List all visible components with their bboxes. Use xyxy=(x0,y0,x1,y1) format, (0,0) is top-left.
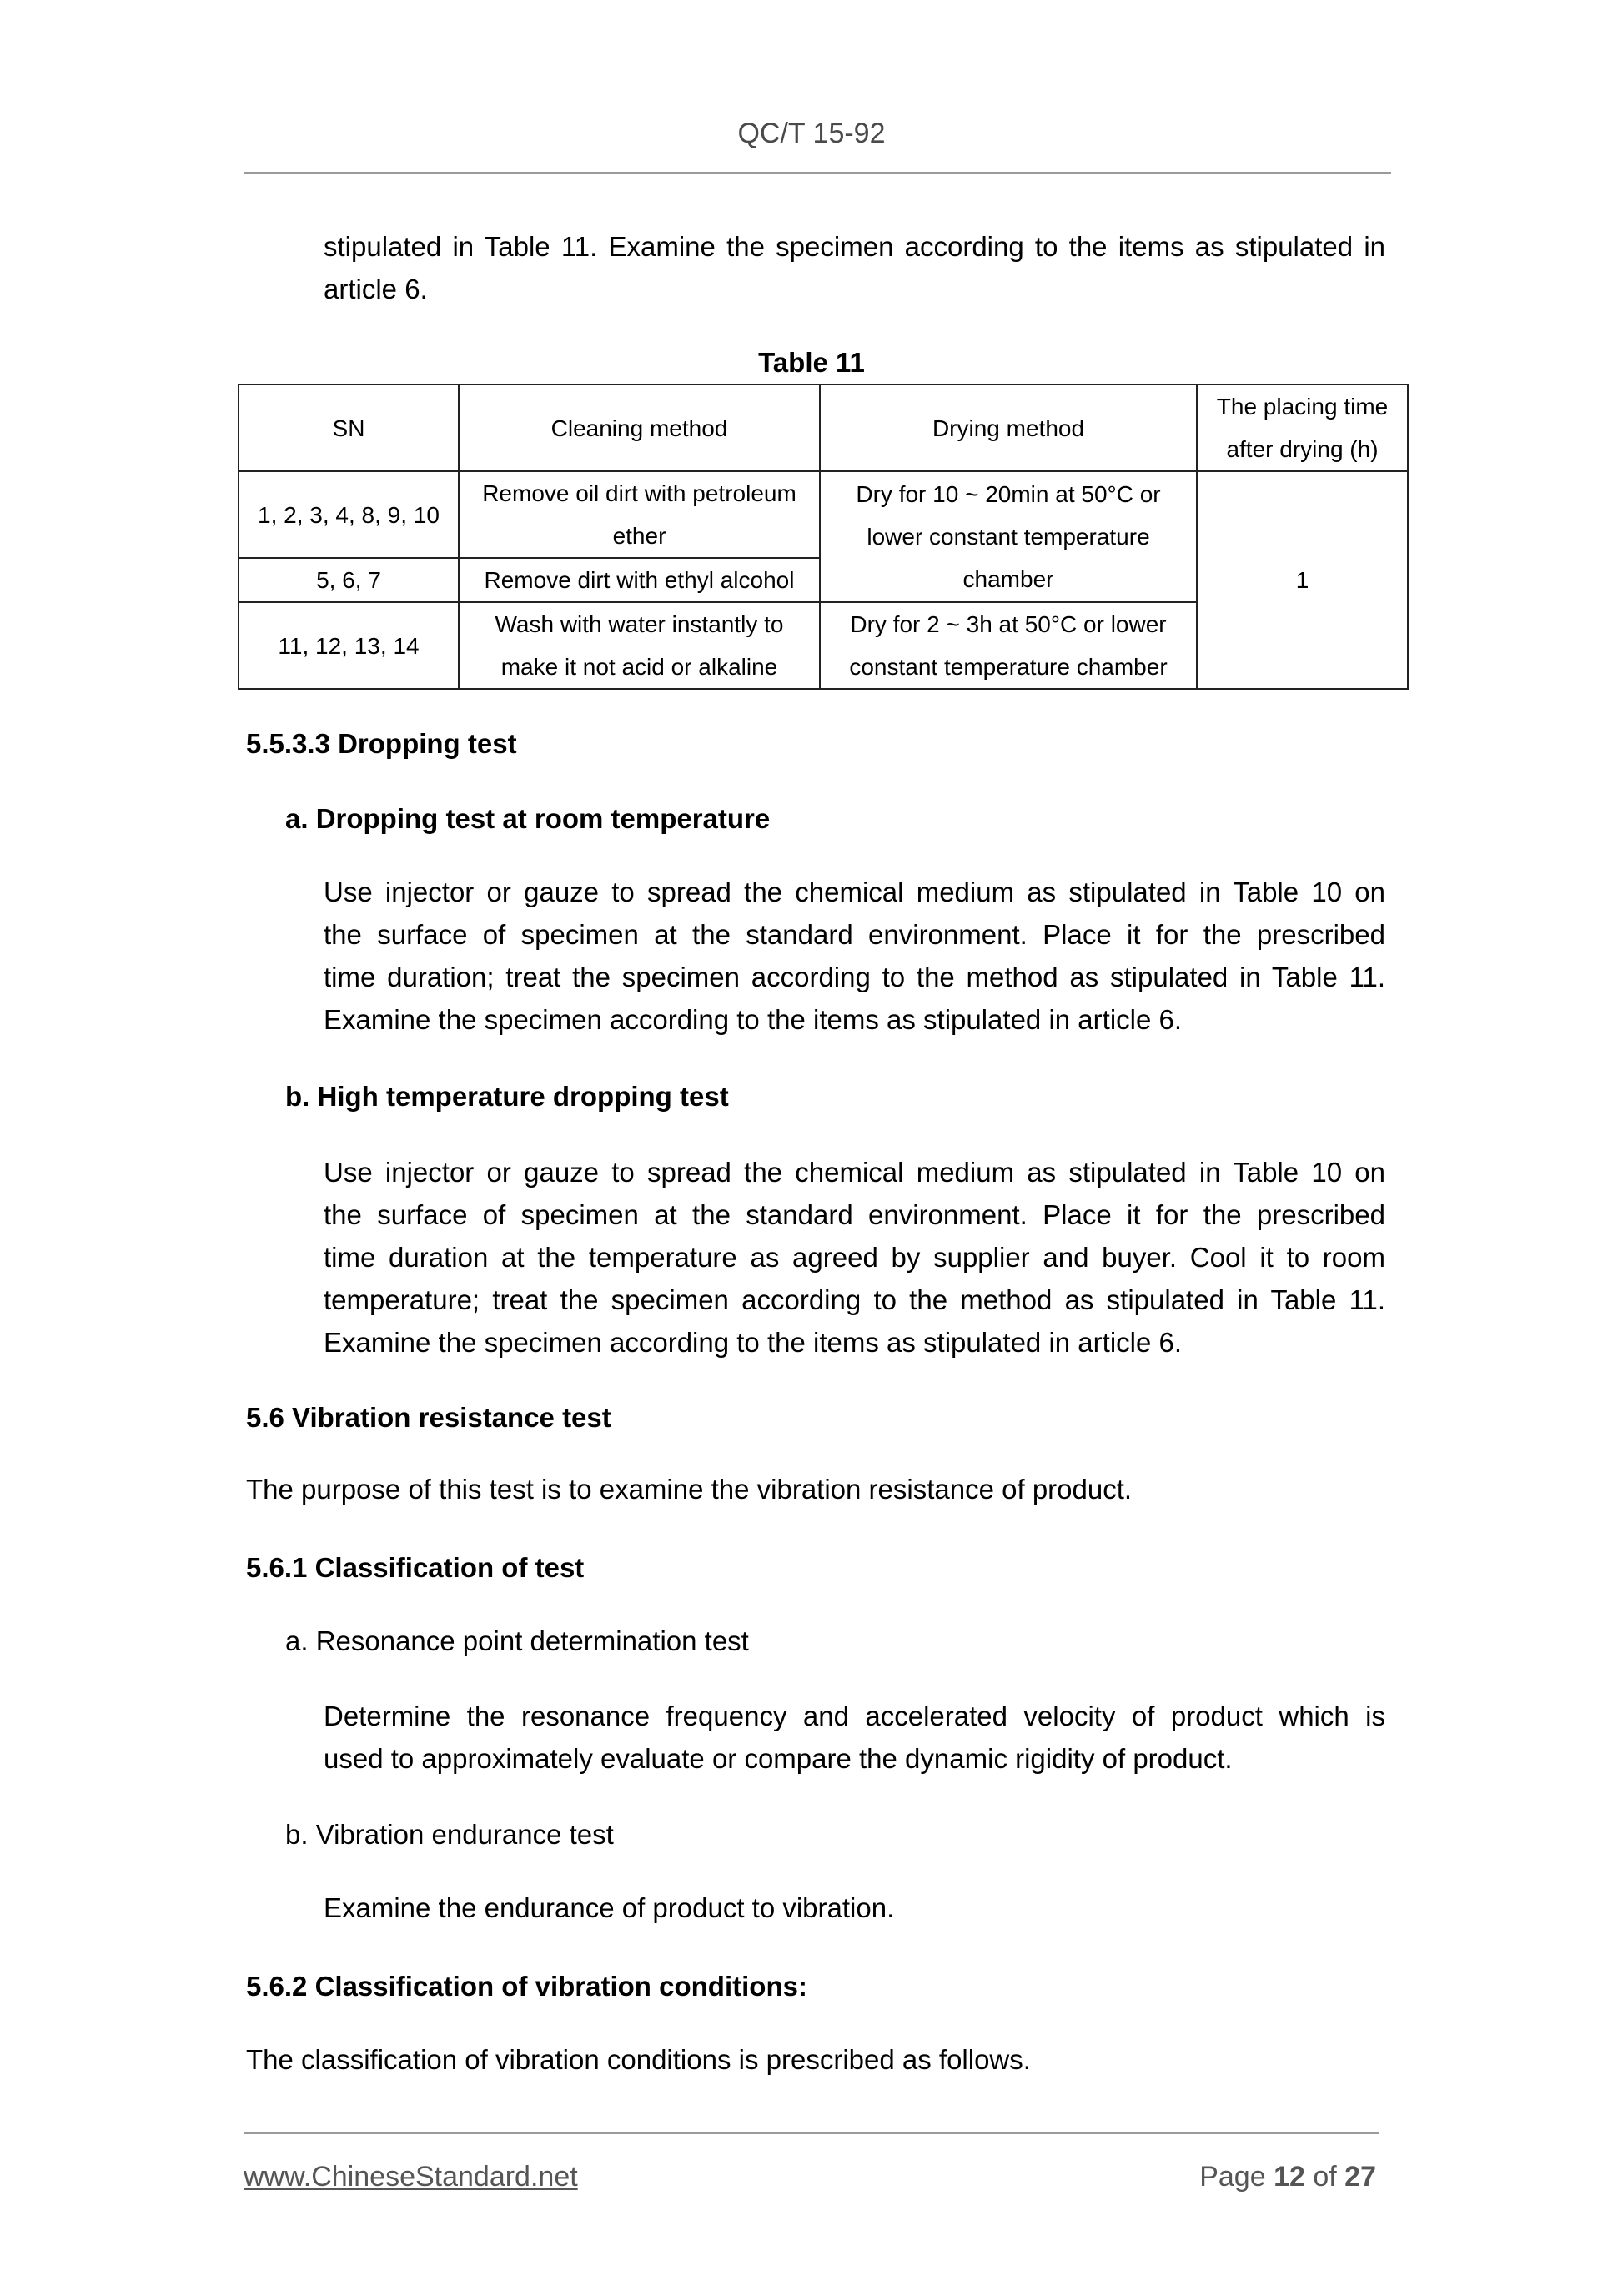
para-line: Examine the specimen according to the items as stipulated in article 6. xyxy=(324,1327,1183,1358)
item-5-6-1-a: a. Resonance point determination test xyxy=(285,1625,749,1656)
cell-cleaning-line2: ether xyxy=(612,523,666,549)
cell-drying-line2: constant temperature chamber xyxy=(849,654,1168,680)
cell-cleaning xyxy=(459,602,820,689)
cell-cleaning-line2: make it not acid or alkaline xyxy=(500,654,778,680)
item-5-6-1-b: b. Vibration endurance test xyxy=(285,1819,614,1850)
paragraph-5-6: The purpose of this test is to examine the vibration resistance of product. xyxy=(246,1474,1133,1505)
cell-drying xyxy=(820,602,1197,689)
page-total: 27 xyxy=(1344,2161,1376,2193)
col-header-placing-time-line2: after drying (h) xyxy=(1226,436,1379,462)
heading-5-6: 5.6 Vibration resistance test xyxy=(246,1402,611,1433)
para-line: the surface of specimen at the standard environment. Place it for the prescribed xyxy=(324,1199,1385,1230)
cell-drying-line3: chamber xyxy=(962,566,1054,592)
col-header-placing-time xyxy=(1197,384,1408,471)
cell-cleaning-line1: Wash with water instantly to xyxy=(495,611,784,637)
col-header-sn: SN xyxy=(239,384,459,471)
cell-sn: 1, 2, 3, 4, 8, 9, 10 xyxy=(239,471,459,558)
footer-website-link[interactable]: www.ChineseStandard.net xyxy=(244,2161,578,2193)
para-line: Use injector or gauze to spread the chemical medium as stipulated in Table 10 on xyxy=(324,1157,1385,1188)
cell-cleaning: Remove dirt with ethyl alcohol xyxy=(459,558,820,602)
cell-sn: 5, 6, 7 xyxy=(239,558,459,602)
page-current: 12 xyxy=(1274,2161,1305,2193)
paragraph-5-6-2: The classification of vibration conditions is prescribed as follows. xyxy=(246,2044,1031,2075)
para-line: Examine the specimen according to the items as stipulated in article 6. xyxy=(324,1004,1183,1035)
heading-5-5-3-3-b: b. High temperature dropping test xyxy=(285,1081,729,1112)
para-line: time duration; treat the specimen according to the method as stipulated in Table 11. xyxy=(324,962,1385,992)
intro-line-2: article 6. xyxy=(324,274,428,304)
footer-rule xyxy=(244,2132,1379,2134)
page-header-doc-id: QC/T 15-92 xyxy=(737,118,886,149)
para-line: temperature; treat the specimen according to the method as stipulated in Table 11. xyxy=(324,1284,1385,1315)
intro-paragraph xyxy=(324,225,1385,310)
header-rule xyxy=(244,172,1391,174)
heading-5-6-1: 5.6.1 Classification of test xyxy=(246,1552,585,1583)
paragraph-5-6-1-a xyxy=(324,1695,1385,1780)
paragraph-5-5-3-3-a xyxy=(324,871,1385,1041)
cell-sn: 11, 12, 13, 14 xyxy=(239,602,459,689)
para-line: time duration at the temperature as agreed by supplier and buyer. Cool it to room xyxy=(324,1242,1385,1273)
heading-5-6-2: 5.6.2 Classification of vibration conditions: xyxy=(246,1971,807,2002)
intro-line-1: stipulated in Table 11. Examine the specimen according to the items as stipulated in xyxy=(324,231,1385,262)
cell-cleaning xyxy=(459,471,820,558)
cell-cleaning-line1: Remove oil dirt with petroleum xyxy=(482,480,796,506)
table-11 xyxy=(238,384,1409,690)
cell-drying-line2: lower constant temperature xyxy=(867,524,1150,550)
col-header-placing-time-line1: The placing time xyxy=(1216,394,1389,420)
table-row xyxy=(239,471,1408,558)
heading-5-5-3-3: 5.5.3.3 Dropping test xyxy=(246,728,517,759)
page-label: Page xyxy=(1199,2161,1266,2193)
page-of-label: of xyxy=(1313,2161,1337,2193)
table-caption: Table 11 xyxy=(758,347,865,378)
para-line: Use injector or gauze to spread the chemical medium as stipulated in Table 10 on xyxy=(324,877,1385,907)
heading-5-5-3-3-a: a. Dropping test at room temperature xyxy=(285,803,771,834)
footer-page-number xyxy=(1199,2160,1376,2193)
cell-drying-line1: Dry for 10 ~ 20min at 50°C or xyxy=(856,481,1161,507)
para-line: used to approximately evaluate or compare the dynamic rigidity of product. xyxy=(324,1743,1233,1774)
paragraph-5-6-1-b: Examine the endurance of product to vibration. xyxy=(324,1892,895,1923)
table-header-row xyxy=(239,384,1408,471)
col-header-cleaning: Cleaning method xyxy=(459,384,820,471)
para-line: the surface of specimen at the standard environment. Place it for the prescribed xyxy=(324,919,1385,950)
para-line: Determine the resonance frequency and accelerated velocity of product which is xyxy=(324,1701,1385,1731)
cell-drying-line1: Dry for 2 ~ 3h at 50°C or lower xyxy=(850,611,1167,637)
cell-drying-merged xyxy=(820,471,1197,602)
cell-placing-time: 1 xyxy=(1197,471,1408,689)
col-header-drying: Drying method xyxy=(820,384,1197,471)
paragraph-5-5-3-3-b xyxy=(324,1151,1385,1364)
